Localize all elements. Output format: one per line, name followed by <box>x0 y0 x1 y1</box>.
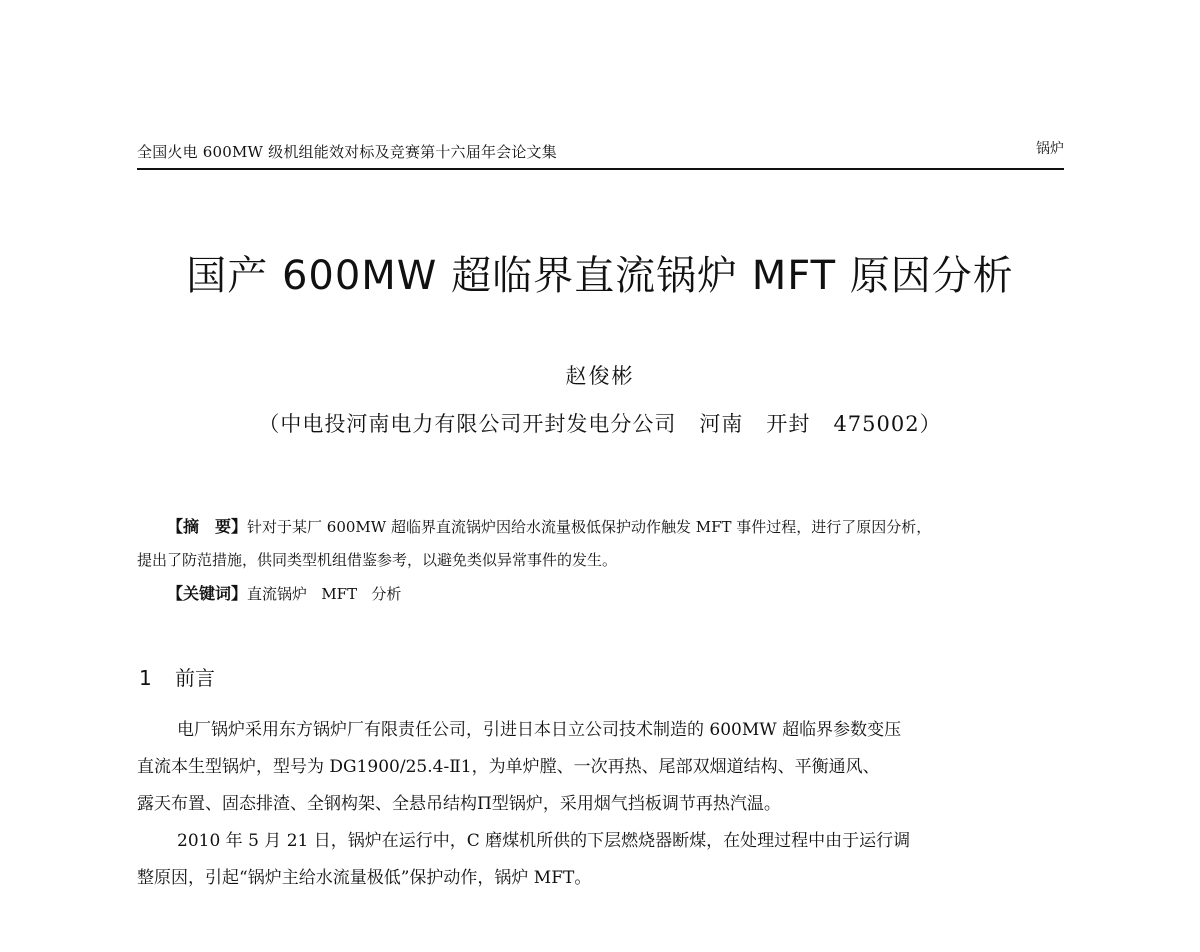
section-title: 前言 <box>175 666 215 690</box>
abstract-line <box>137 510 1064 544</box>
paragraph-line: 电厂锅炉采用东方锅炉厂有限责任公司，引进日本日立公司技术制造的 600MW 超临界参数变压 <box>177 720 902 740</box>
abstract-line <box>137 544 1064 577</box>
paragraph-line: 整原因，引起“锅炉主给水流量极低”保护动作，锅炉 MFT。 <box>137 868 592 888</box>
journal-name: 全国火电 600MW 级机组能效对标及竞赛第十六届年会论文集 <box>137 143 557 161</box>
abstract-text-2: 提出了防范措施，供同类型机组借鉴参考，以避免类似异常事件的发生。 <box>137 551 618 569</box>
keywords-text: 直流锅炉 MFT 分析 <box>247 585 402 603</box>
abstract-text-1: 针对于某厂 600MW 超临界直流锅炉因给水流量极低保护动作触发 MFT 事件过程，进行了原因分析， <box>247 518 932 536</box>
section-number: 1 <box>139 666 152 690</box>
author-affiliation: （中电投河南电力有限公司开封发电分公司 河南 开封 475002） <box>258 412 942 436</box>
paper-title: 国产 600MW 超临界直流锅炉 MFT 原因分析 <box>186 253 1014 299</box>
abstract-block <box>137 510 1064 611</box>
author-name: 赵俊彬 <box>565 364 635 388</box>
paragraph-line: 直流本生型锅炉，型号为 DG1900/25.4-Ⅱ1，为单炉膛、一次再热、尾部双烟道结构、平衡通风、 <box>137 757 880 777</box>
section-tag: 锅炉 <box>1036 141 1064 157</box>
running-header <box>137 136 1064 170</box>
abstract-label: 【摘 要】 <box>167 517 248 536</box>
paragraph-line: 2010 年 5 月 21 日，锅炉在运行中，C 磨煤机所供的下层燃烧器断煤，在处理过程中由于运行调 <box>177 831 911 851</box>
section-heading <box>139 662 215 691</box>
body-text <box>137 712 1064 897</box>
keywords-line <box>137 577 1064 611</box>
keywords-label: 【关键词】 <box>167 584 248 603</box>
paragraph-line: 露天布置、固态排渣、全钢构架、全悬吊结构Π型锅炉，采用烟气挡板调节再热汽温。 <box>137 794 781 814</box>
